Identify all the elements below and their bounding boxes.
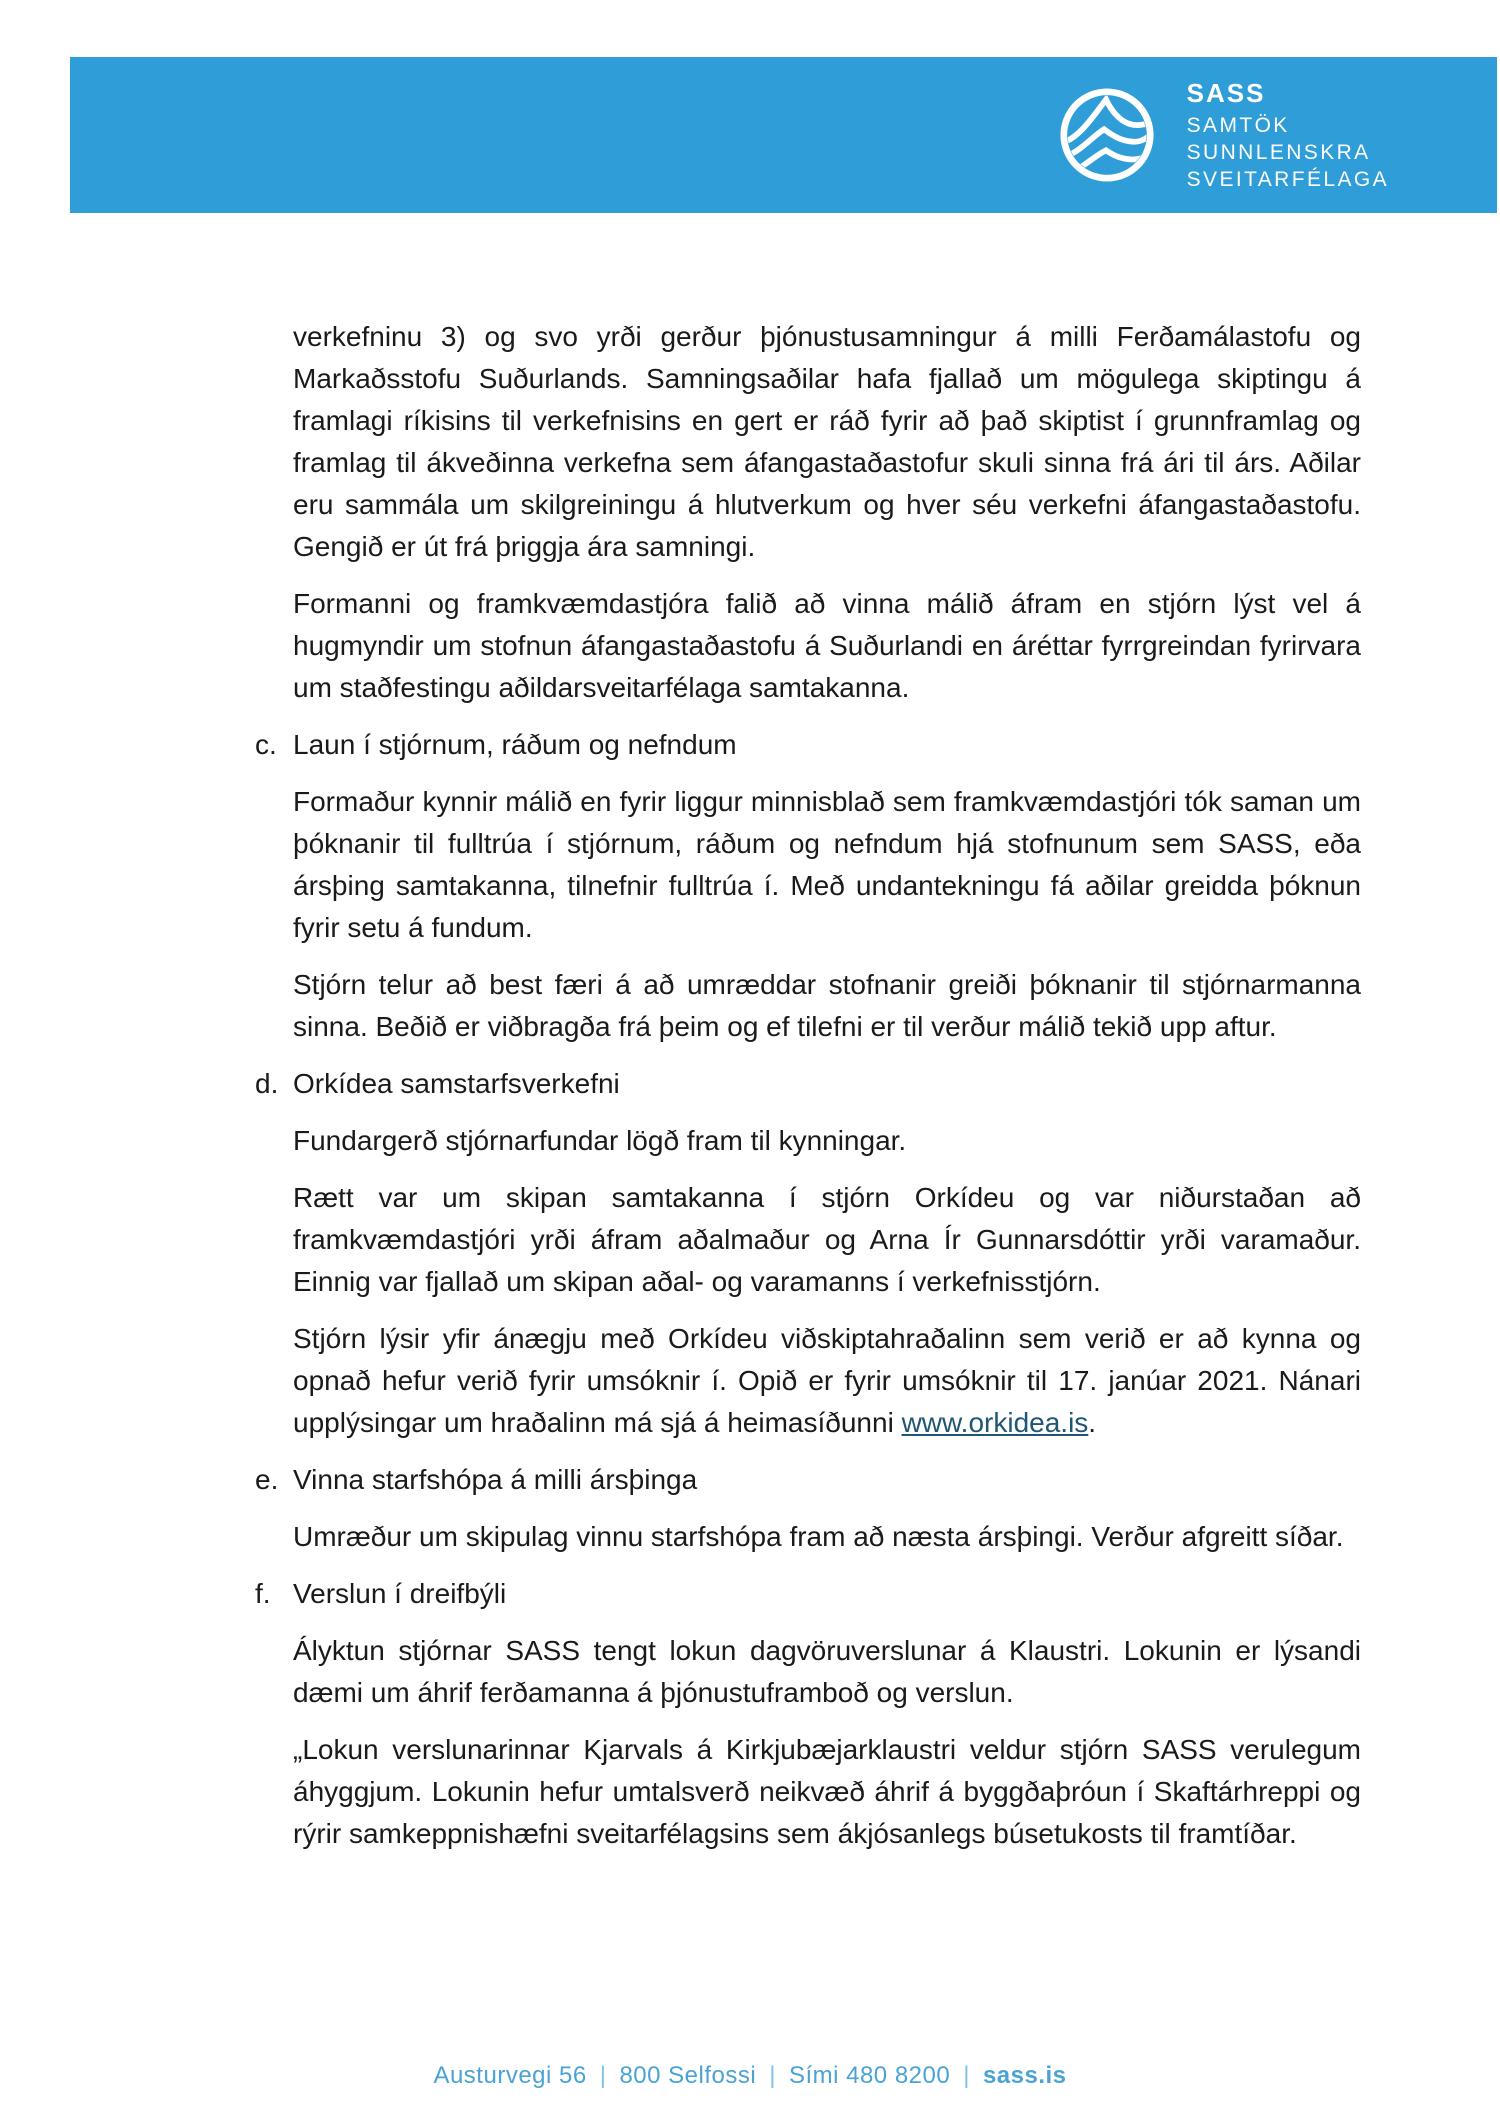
footer-website: sass.is <box>982 2062 1067 2089</box>
list-marker-e: e. <box>255 1464 279 1495</box>
list-marker-d: d. <box>255 1068 279 1099</box>
section-d-title: Orkídea samstarfsverkefni <box>293 1068 620 1099</box>
section-c-paragraph-2: Stjórn telur að best færi á að umræddar stofnanir greiði þóknanir til stjórnarmanna sinna. Beðið er viðbragða frá þeim og ef tilefni er til verður málið tekið upp aftur. <box>293 969 1361 1042</box>
brand-name: SASS <box>1186 77 1266 108</box>
org-line-2: SUNNLENSKRA <box>1186 140 1371 164</box>
org-line-1: SAMTÖK <box>1186 113 1290 137</box>
section-e-heading <box>255 1459 1361 1501</box>
list-marker-f: f. <box>255 1578 271 1609</box>
sass-logo-icon <box>1059 87 1155 183</box>
section-f-heading <box>255 1573 1361 1615</box>
section-c-heading <box>255 724 1361 766</box>
header-brand-bar <box>70 57 1497 213</box>
orkidea-link[interactable]: www.orkidea.is <box>901 1407 1089 1438</box>
footer-separator: | <box>599 2062 607 2089</box>
section-e-title: Vinna starfshópa á milli ársþinga <box>293 1464 698 1495</box>
intro-paragraph-1: verkefninu 3) og svo yrði gerður þjónustusamningur á milli Ferðamálastofu og Markaðsstofu Suðurlands. Samningsaðilar hafa fjallað um mögulega skiptingu á framlagi ríkisins til verkefnisins en gert er ráð fyrir að það skiptist í grunnframlag og framlag til ákveðinna verkefna sem áfangastaðastofur skuli sinna frá ári til árs. Aðilar eru sammála um skilgreiningu á hlutverkum og hver séu verkefni áfangastaðastofu. Gengið er út frá þriggja ára samningi. <box>293 321 1361 562</box>
section-f-paragraph-1: Ályktun stjórnar SASS tengt lokun dagvöruverslunar á Klaustri. Lokunin er lýsandi dæmi um áhrif ferðamanna á þjónustuframboð og verslun. <box>293 1635 1361 1708</box>
section-f-paragraph-2: „Lokun verslunarinnar Kjarvals á Kirkjubæjarklaustri veldur stjórn SASS verulegum áhyggjum. Lokunin hefur umtalsverð neikvæð áhrif á byggðaþróun í Skaftárhreppi og rýrir samkeppnishæfni sveitarfélagsins sem ákjósanlegs búsetukosts til framtíðar. <box>293 1734 1361 1849</box>
sass-logo <box>1059 78 1389 193</box>
section-e-paragraph-1: Umræður um skipulag vinnu starfshópa fram að næsta ársþingi. Verður afgreitt síðar. <box>293 1521 1344 1552</box>
section-d-paragraph-3 <box>293 1318 1361 1444</box>
document-body <box>255 316 1361 1870</box>
logo-wordmark <box>1187 78 1389 193</box>
link-paragraph-after: . <box>1088 1407 1097 1438</box>
footer-separator: | <box>963 2062 970 2089</box>
section-d-paragraph-1: Fundargerð stjórnarfundar lögð fram til kynningar. <box>293 1125 907 1156</box>
link-paragraph-before: Stjórn lýsir yfir ánægju með Orkídeu viðskiptahraðalinn sem verið er að kynna og opnað hefur verið fyrir umsóknir í. Opið er fyrir umsóknir til 17. janúar 2021. Nánari upplýsingar um hraðalinn má sjá á heimasíðunni <box>293 1323 1361 1438</box>
list-marker-c: c. <box>255 729 277 760</box>
section-c-title: Laun í stjórnum, ráðum og nefndum <box>293 729 737 760</box>
intro-paragraph-2: Formanni og framkvæmdastjóra falið að vinna málið áfram en stjórn lýst vel á hugmyndir um stofnun áfangastaðastofu á Suðurlandi en áréttar fyrrgreindan fyrirvara um staðfestingu aðildarsveitarfélaga samtakanna. <box>293 588 1361 703</box>
footer-separator: | <box>769 2062 776 2089</box>
footer-phone: Sími 480 8200 <box>788 2062 951 2089</box>
footer-city: 800 Selfossi <box>619 2062 757 2089</box>
section-d-heading <box>255 1063 1361 1105</box>
page-footer <box>0 2062 1500 2090</box>
section-f-title: Verslun í dreifbýli <box>293 1578 507 1609</box>
section-c-paragraph-1: Formaður kynnir málið en fyrir liggur minnisblað sem framkvæmdastjóri tók saman um þóknanir til fulltrúa í stjórnum, ráðum og nefndum hjá stofnunum sem SASS, eða ársþing samtakanna, tilnefnir fulltrúa í. Með undantekningu fá aðilar greidda þóknun fyrir setu á fundum. <box>293 786 1361 943</box>
section-d-paragraph-2: Rætt var um skipan samtakanna í stjórn Orkídeu og var niðurstaðan að framkvæmdastjóri yrði áfram aðalmaður og Arna Ír Gunnarsdóttir yrði varamaður. Einnig var fjallað um skipan aðal- og varamanns í verkefnisstjórn. <box>293 1182 1361 1297</box>
footer-address: Austurvegi 56 <box>433 2062 587 2089</box>
org-line-3: SVEITARFÉLAGA <box>1186 167 1389 191</box>
